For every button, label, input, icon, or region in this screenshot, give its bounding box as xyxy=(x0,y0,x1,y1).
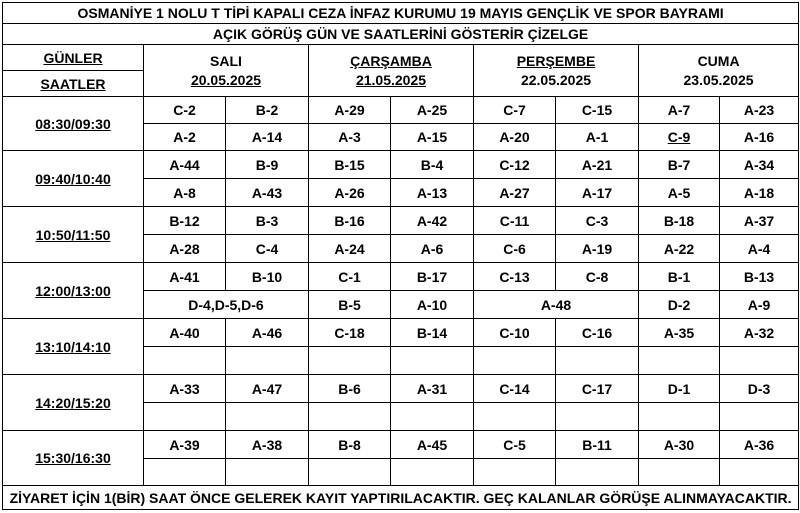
time-slot: 10:50/11:50 xyxy=(3,207,144,263)
ward-cell: A-17 xyxy=(556,179,639,207)
ward-cell: D-3 xyxy=(720,375,799,403)
times-label: SAATLER xyxy=(3,71,144,97)
ward-cell: A-6 xyxy=(391,235,474,263)
page-subtitle: AÇIK GÖRÜŞ GÜN VE SAATLERİNİ GÖSTERİR ÇİZELGE xyxy=(3,24,799,45)
ward-cell: A-24 xyxy=(309,235,391,263)
ward-cell: A-21 xyxy=(556,151,639,179)
ward-cell: A-15 xyxy=(391,124,474,151)
day-name: SALI xyxy=(210,52,242,69)
ward-cell: C-11 xyxy=(474,207,556,235)
ward-cell: C-18 xyxy=(309,319,391,347)
empty-cell xyxy=(556,347,639,375)
ward-cell: C-2 xyxy=(144,97,226,124)
ward-cell: B-2 xyxy=(226,97,309,124)
ward-cell: C-12 xyxy=(474,151,556,179)
ward-cell: C-14 xyxy=(474,375,556,403)
empty-cell xyxy=(144,347,226,375)
ward-cell: D-1 xyxy=(639,375,720,403)
ward-cell: A-2 xyxy=(144,124,226,151)
ward-cell: B-7 xyxy=(639,151,720,179)
time-slot: 08:30/09:30 xyxy=(3,97,144,151)
ward-cell: A-27 xyxy=(474,179,556,207)
ward-cell: B-15 xyxy=(309,151,391,179)
time-slot: 13:10/14:10 xyxy=(3,319,144,375)
day-name: CUMA xyxy=(697,52,740,69)
ward-cell: C-6 xyxy=(474,235,556,263)
empty-cell xyxy=(309,403,391,431)
ward-cell: A-25 xyxy=(391,97,474,124)
day-date: 20.05.2025 xyxy=(190,71,262,88)
ward-cell: A-34 xyxy=(720,151,799,179)
ward-cell: B-9 xyxy=(226,151,309,179)
ward-cell: A-8 xyxy=(144,179,226,207)
page-title: OSMANİYE 1 NOLU T TİPİ KAPALI CEZA İNFAZ KURUMU 19 MAYIS GENÇLİK VE SPOR BAYRAMI xyxy=(3,3,799,24)
ward-cell: A-16 xyxy=(720,124,799,151)
ward-cell: A-19 xyxy=(556,235,639,263)
ward-cell: B-1 xyxy=(639,263,720,291)
ward-cell: A-14 xyxy=(226,124,309,151)
day-header-tuesday xyxy=(144,45,309,97)
ward-cell: A-44 xyxy=(144,151,226,179)
empty-cell xyxy=(556,403,639,431)
ward-cell-merged: A-48 xyxy=(474,291,639,319)
ward-cell: A-26 xyxy=(309,179,391,207)
ward-cell: A-33 xyxy=(144,375,226,403)
day-date: 22.05.2025 xyxy=(520,71,592,88)
ward-cell: C-8 xyxy=(556,263,639,291)
empty-cell xyxy=(639,459,720,486)
ward-cell: A-31 xyxy=(391,375,474,403)
ward-cell: B-18 xyxy=(639,207,720,235)
ward-cell: A-46 xyxy=(226,319,309,347)
ward-cell: A-35 xyxy=(639,319,720,347)
ward-cell: C-9 xyxy=(639,124,720,151)
ward-cell: A-29 xyxy=(309,97,391,124)
empty-cell xyxy=(309,347,391,375)
ward-cell: A-28 xyxy=(144,235,226,263)
ward-cell: C-17 xyxy=(556,375,639,403)
empty-cell xyxy=(144,403,226,431)
empty-cell xyxy=(720,347,799,375)
empty-cell xyxy=(144,459,226,486)
empty-cell xyxy=(556,459,639,486)
ward-cell: A-10 xyxy=(391,291,474,319)
ward-cell: B-16 xyxy=(309,207,391,235)
empty-cell xyxy=(720,403,799,431)
ward-cell: A-37 xyxy=(720,207,799,235)
ward-cell: A-36 xyxy=(720,431,799,459)
time-slot: 09:40/10:40 xyxy=(3,151,144,207)
ward-cell: D-2 xyxy=(639,291,720,319)
time-slot: 14:20/15:20 xyxy=(3,375,144,431)
ward-cell: C-5 xyxy=(474,431,556,459)
day-date: 21.05.2025 xyxy=(355,71,427,88)
day-date: 23.05.2025 xyxy=(683,71,754,88)
day-header-thursday xyxy=(474,45,639,97)
empty-cell xyxy=(639,347,720,375)
ward-cell: B-14 xyxy=(391,319,474,347)
ward-cell: A-43 xyxy=(226,179,309,207)
ward-cell: B-11 xyxy=(556,431,639,459)
ward-cell: A-45 xyxy=(391,431,474,459)
ward-cell: A-32 xyxy=(720,319,799,347)
ward-cell-merged: D-4,D-5,D-6 xyxy=(144,291,309,319)
ward-cell: C-4 xyxy=(226,235,309,263)
empty-cell xyxy=(226,403,309,431)
empty-cell xyxy=(474,347,556,375)
ward-cell: C-10 xyxy=(474,319,556,347)
ward-cell: B-17 xyxy=(391,263,474,291)
ward-cell: B-10 xyxy=(226,263,309,291)
day-header-friday xyxy=(639,45,799,97)
ward-cell: C-13 xyxy=(474,263,556,291)
ward-cell: A-42 xyxy=(391,207,474,235)
ward-cell: A-22 xyxy=(639,235,720,263)
visit-schedule-table xyxy=(2,2,799,510)
empty-cell xyxy=(474,403,556,431)
empty-cell xyxy=(720,459,799,486)
ward-cell: A-1 xyxy=(556,124,639,151)
ward-cell: A-39 xyxy=(144,431,226,459)
ward-cell: A-13 xyxy=(391,179,474,207)
ward-cell: A-38 xyxy=(226,431,309,459)
empty-cell xyxy=(639,403,720,431)
ward-cell: B-3 xyxy=(226,207,309,235)
ward-cell: A-41 xyxy=(144,263,226,291)
time-slot: 15:30/16:30 xyxy=(3,431,144,486)
ward-cell: B-13 xyxy=(720,263,799,291)
ward-cell: A-30 xyxy=(639,431,720,459)
ward-cell: B-6 xyxy=(309,375,391,403)
visit-note: ZİYARET İÇİN 1(BİR) SAAT ÖNCE GELEREK KAYIT YAPTIRILACAKTIR. GEÇ KALANLAR GÖRÜŞE ALINMAYACAKTIR. xyxy=(3,486,799,510)
day-name: ÇARŞAMBA xyxy=(350,52,432,69)
days-label: GÜNLER xyxy=(3,45,144,71)
ward-cell: A-18 xyxy=(720,179,799,207)
day-header-wednesday xyxy=(309,45,474,97)
empty-cell xyxy=(391,347,474,375)
ward-cell: B-5 xyxy=(309,291,391,319)
ward-cell: A-7 xyxy=(639,97,720,124)
ward-cell: A-9 xyxy=(720,291,799,319)
ward-cell: C-3 xyxy=(556,207,639,235)
ward-cell: A-4 xyxy=(720,235,799,263)
ward-cell: C-1 xyxy=(309,263,391,291)
empty-cell xyxy=(226,459,309,486)
time-slot: 12:00/13:00 xyxy=(3,263,144,319)
ward-cell: B-4 xyxy=(391,151,474,179)
ward-cell: A-23 xyxy=(720,97,799,124)
ward-cell: A-20 xyxy=(474,124,556,151)
ward-cell: A-47 xyxy=(226,375,309,403)
ward-cell: A-40 xyxy=(144,319,226,347)
ward-cell: C-15 xyxy=(556,97,639,124)
empty-cell xyxy=(474,459,556,486)
empty-cell xyxy=(309,459,391,486)
ward-cell: A-5 xyxy=(639,179,720,207)
empty-cell xyxy=(226,347,309,375)
ward-cell: B-12 xyxy=(144,207,226,235)
ward-cell: A-3 xyxy=(309,124,391,151)
empty-cell xyxy=(391,403,474,431)
ward-cell: B-8 xyxy=(309,431,391,459)
ward-cell: C-7 xyxy=(474,97,556,124)
day-name: PERŞEMBE xyxy=(516,52,596,69)
empty-cell xyxy=(391,459,474,486)
ward-cell: C-16 xyxy=(556,319,639,347)
